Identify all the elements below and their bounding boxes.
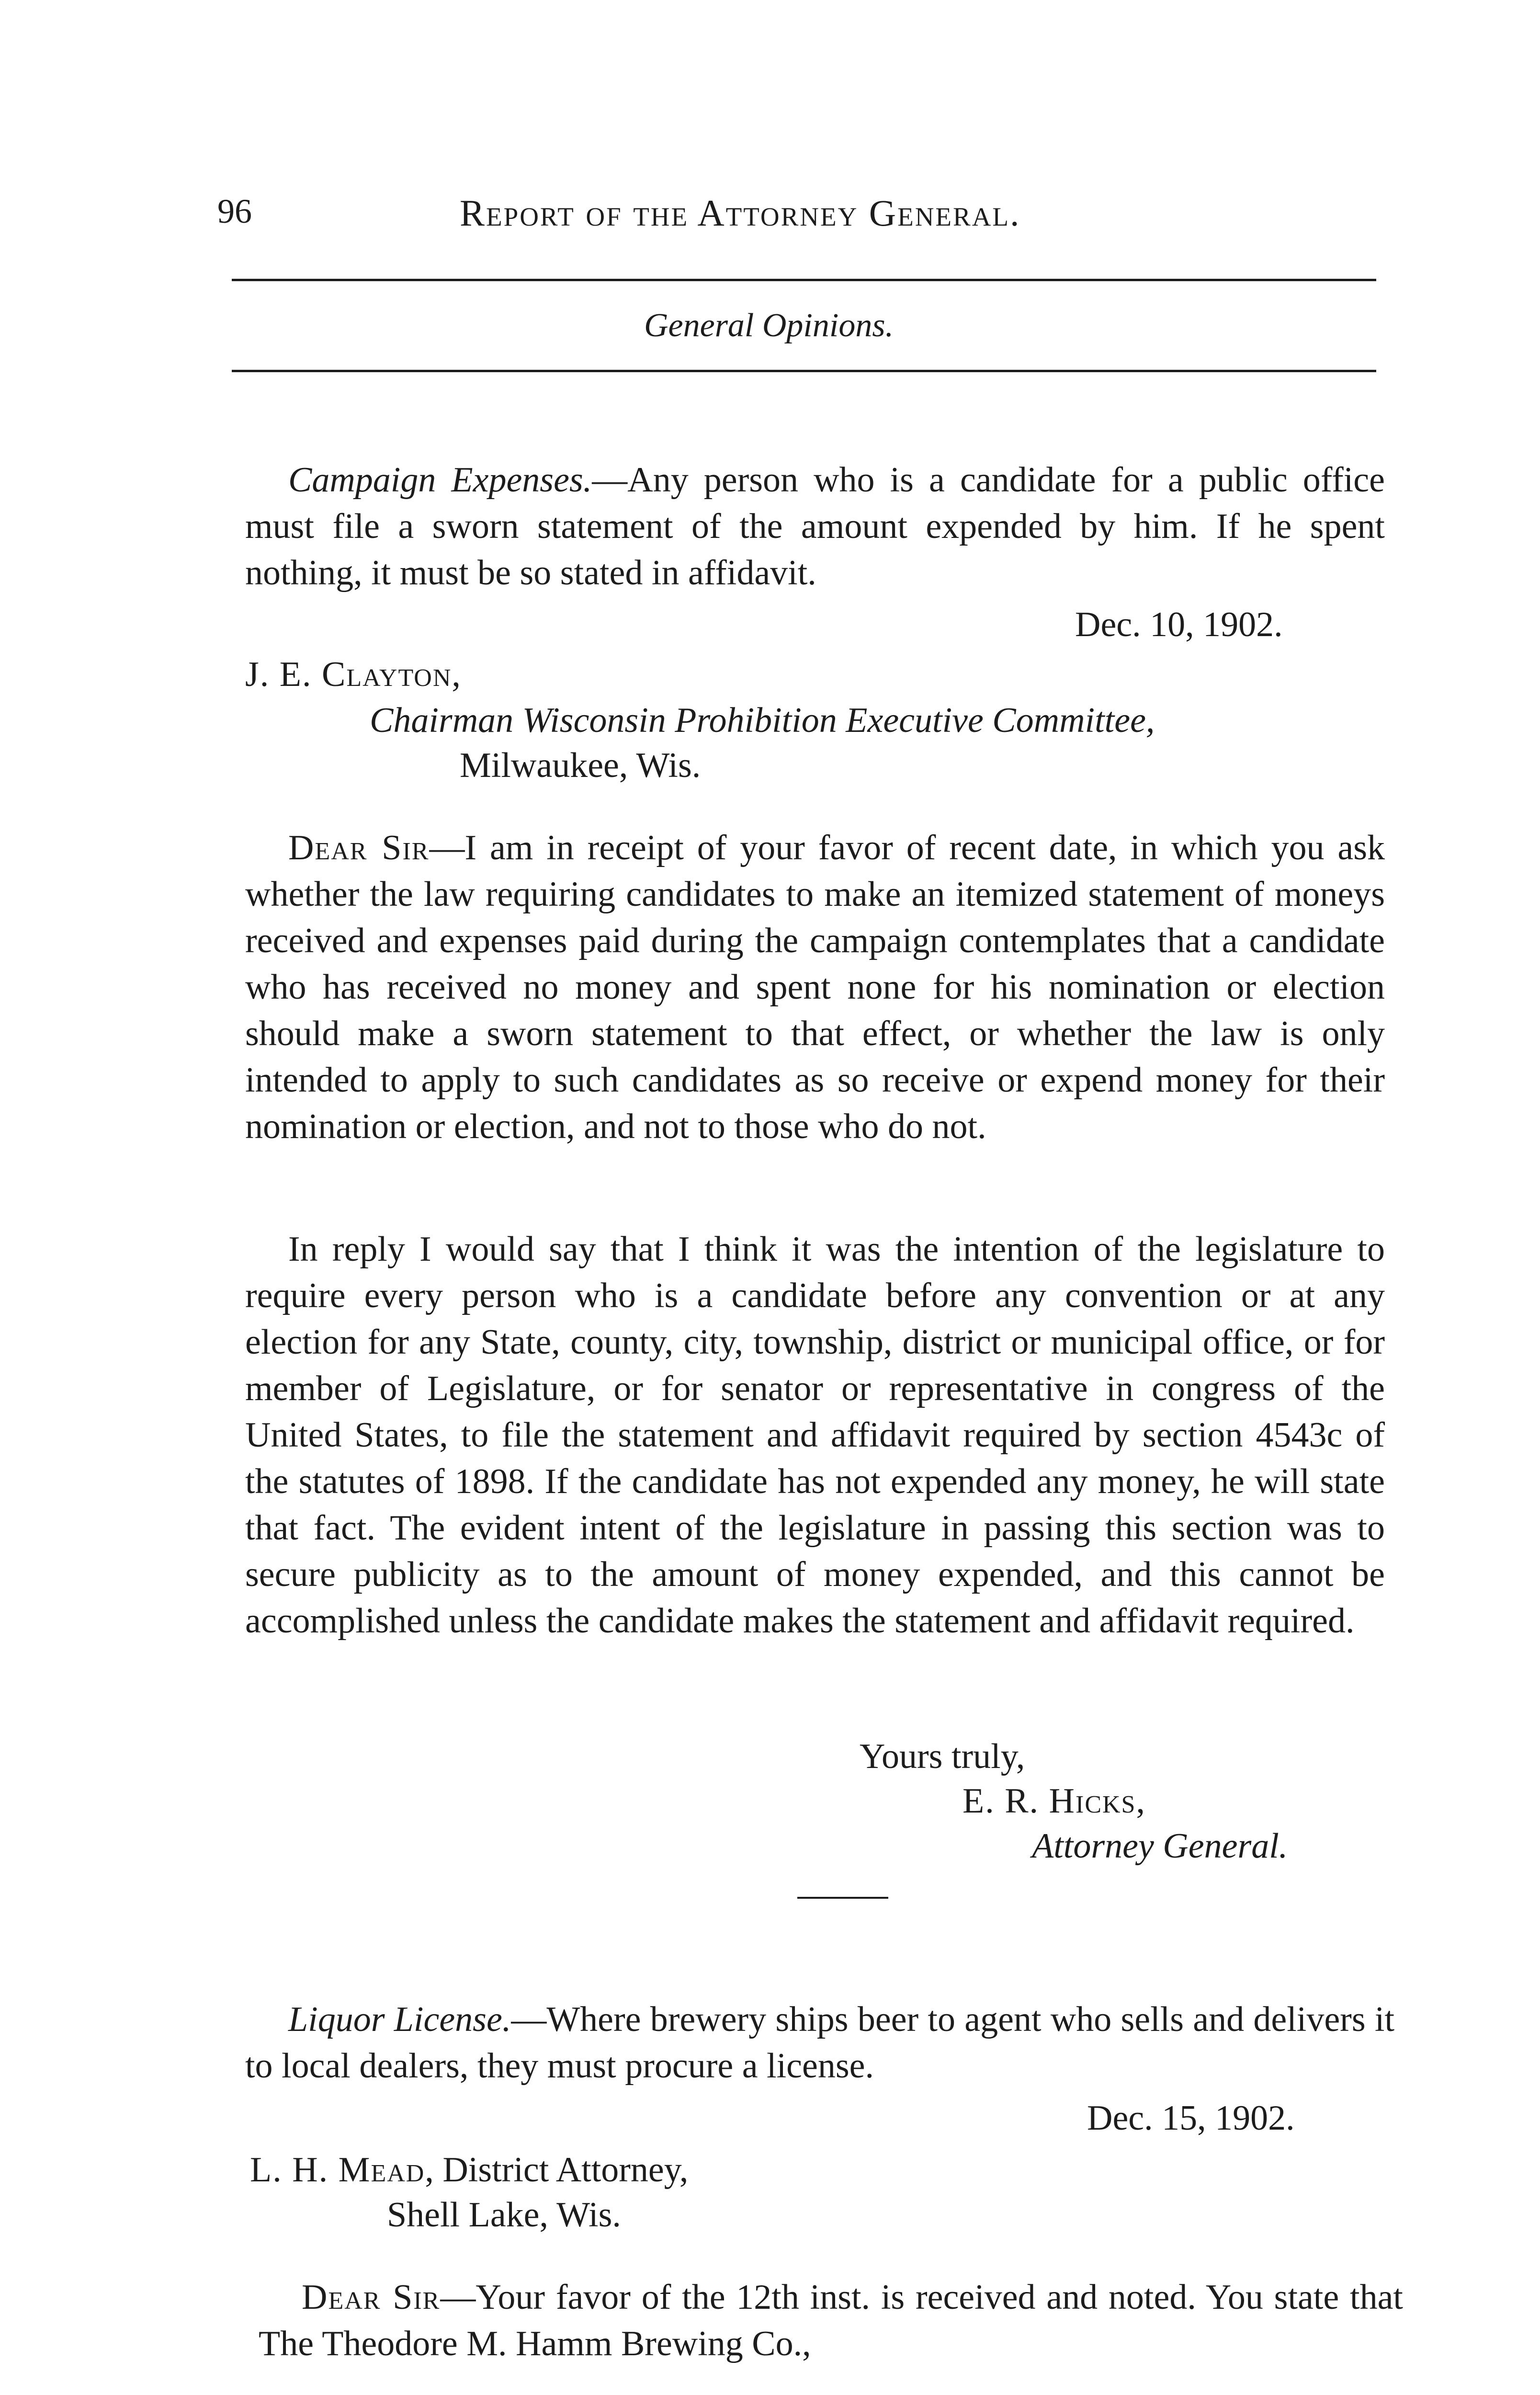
opinion1-headnote-text: —Any person who is a candidate for a public office must file a sworn statement of the amount expended by him. If he spent nothing, it must be so stated in affidavit. bbox=[245, 460, 1385, 593]
opinion1-headnote-topic: Campaign Expenses. bbox=[288, 460, 592, 500]
page-number: 96 bbox=[217, 192, 252, 230]
opinion1-addressee-title: Chairman Wisconsin Prohibition Executive Committee, bbox=[370, 701, 1155, 740]
opinion2-addressee-line bbox=[250, 2150, 688, 2190]
opinion1-signer-title: Attorney General. bbox=[1032, 1826, 1288, 1866]
opinion2-headnote-topic: Liquor License. bbox=[288, 2000, 511, 2039]
opinion2-headnote-text: —Where brewery ships beer to agent who sells and delivers it to local dealers, they must procure a license. bbox=[245, 2000, 1394, 2086]
opinion1-headnote bbox=[245, 457, 1385, 596]
opinion1-signer: E. R. Hicks, bbox=[962, 1781, 1146, 1821]
section-heading: General Opinions. bbox=[644, 307, 894, 344]
opinion2-addressee-city: Shell Lake, Wis. bbox=[387, 2195, 621, 2235]
opinion2-addressee-role: , District Attorney, bbox=[425, 2150, 689, 2190]
top-rule bbox=[232, 279, 1376, 281]
section-rule bbox=[232, 370, 1376, 372]
opinion1-date: Dec. 10, 1902. bbox=[1075, 605, 1283, 644]
opinion1-body-paragraph-1 bbox=[245, 825, 1385, 1150]
opinion2-body-paragraph-1 bbox=[259, 2274, 1403, 2367]
opinion1-closing: Yours truly, bbox=[860, 1737, 1025, 1776]
opinion2-headnote bbox=[245, 1996, 1394, 2089]
opinion1-body-p1-text: —I am in receipt of your favor of recent date, in which you ask whether the law requiring candidates to make an itemized statement of moneys received and expenses paid during the campaign contemplates that a candidate who has received no money and spent none for his nomination or election should make a sworn statement to that effect, or whether the law is only intended to apply to such candidates as so receive or expend money for their nomination or election, and not to those who do not. bbox=[245, 828, 1385, 1146]
opinion2-body-p1-text: —Your favor of the 12th inst. is received and noted. You state that The Theodore M. Hamm Brewing Co., bbox=[259, 2278, 1403, 2363]
opinion1-salutation: Dear Sir bbox=[288, 828, 430, 867]
opinion1-addressee-name: J. E. Clayton, bbox=[245, 655, 462, 694]
opinion2-salutation: Dear Sir bbox=[302, 2278, 441, 2317]
opinion1-addressee-city: Milwaukee, Wis. bbox=[460, 746, 701, 785]
opinion1-body-paragraph-2: In reply I would say that I think it was the intention of the legislature to require every person who is a candidate before any convention or at any election for any State, county, city, township, district or municipal office, or for member of Legislature, or for senator or representative in congress of the United States, to file the statement and affidavit required by section 4543c of the statutes of 1898. If the candidate has not expended any money, he will state that fact. The evident intent of the legislature in passing this section was to secure publicity as to the amount of money expended, and this cannot be accomplished unless the candidate makes the statement and affidavit required. bbox=[245, 1230, 1385, 1641]
opinion-separator bbox=[797, 1897, 888, 1899]
running-head: Report of the Attorney General. bbox=[460, 192, 1021, 234]
opinion2-date: Dec. 15, 1902. bbox=[1087, 2098, 1295, 2138]
opinion2-addressee-name: L. H. Mead bbox=[250, 2150, 425, 2190]
